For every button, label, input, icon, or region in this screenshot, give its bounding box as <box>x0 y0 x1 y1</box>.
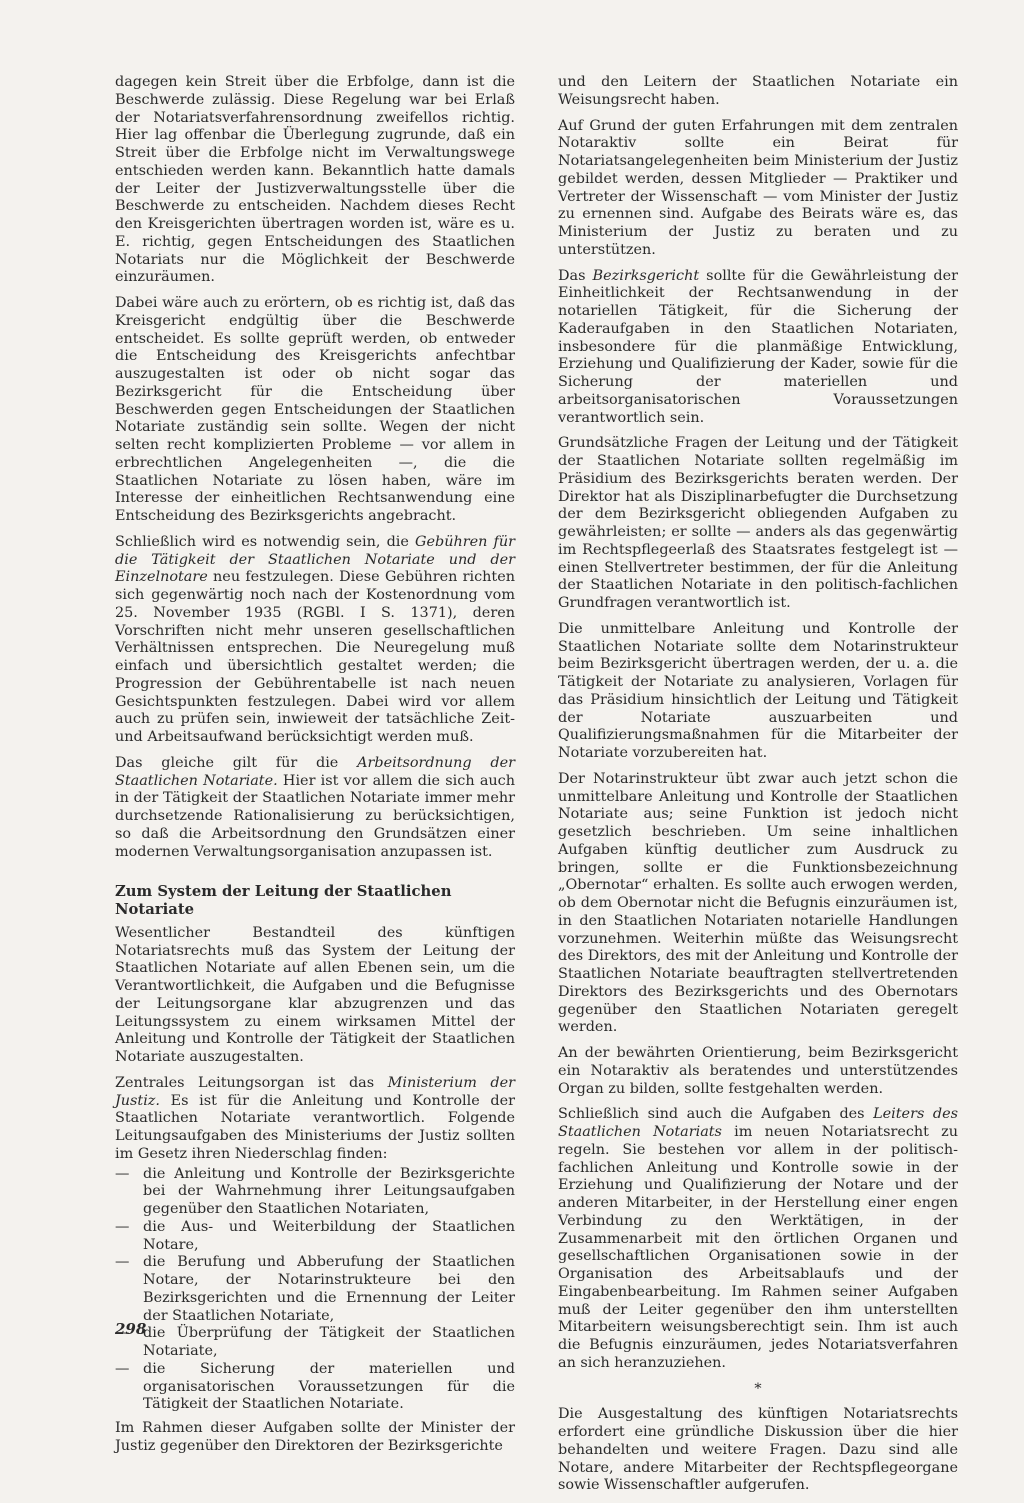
paragraph: Der Notarinstrukteur übt zwar auch jetzt schon die unmittelbare Anleitung und Kontrolle der Staatlichen Notariate aus; seine Funktion ist jedoch nicht gesetzlich beschrieben. Um seine inhaltlichen Aufgaben künftig deutlicher zum Ausdruck zu bringen, sollte er die Funktionsbezeichnung „Obernotar“ erhalten. Es sollte auch erwogen werden, ob dem Obernotar nicht die Befugnis einzuräumen ist, in den Staatlichen Notariaten notarielle Handlungen vorzunehmen. Weiterhin müßte das Weisungsrecht des Direktors, des mit der Anleitung und Kontrolle der Staatlichen Notariate beauftragten stellvertretenden Direktors des Bezirksgerichts und des Obernotars gegenüber den Staatlichen Notariaten geregelt werden. <box>558 770 958 1036</box>
paragraph: Die Ausgestaltung des künftigen Notariatsrechts erfordert eine gründliche Diskussion über die hier behandelten und weitere Fragen. Dazu sind alle Notare, andere Mitarbeiter der Rechtspflegeorgane sowie Wissenschaftler aufgerufen. <box>558 1406 958 1494</box>
section-separator: * <box>754 1380 762 1397</box>
paragraph: Wesentlicher Bestandteil des künftigen Notariatsrechts muß das System der Leitung der Staatlichen Notariate auf allen Ebenen sein, um die Verantwortlichkeit, die Aufgaben und die Befugnisse der Leitungsorgane klar abzugrenzen und das Leitungssystem zu einem wirksamen Mittel der Anleitung und Kontrolle der Tätigkeit der Staatlichen Notariate auszugestalten. <box>115 924 515 1065</box>
emphasis: Arbeitsordnung der Staatlichen Notariate. <box>115 754 516 789</box>
right-column <box>558 74 958 1503</box>
paragraph: Auf Grund der guten Erfahrungen mit dem zentralen Notaraktiv sollte ein Beirat für Notariatsangelegenheiten beim Ministerium der Justiz gebildet werden, dessen Mitglieder — Praktiker und Vertreter der Wissenschaft — vom Minister der Justiz zu ernennen sind. Aufgabe des Beirats wäre es, das Ministerium der Justiz zu beraten und zu unterstützen. <box>558 117 958 258</box>
emphasis: Leiters des Staatlichen Notariats <box>558 1106 958 1140</box>
task-list <box>115 1166 515 1415</box>
page-number: 298 <box>115 1320 147 1338</box>
paragraph: Schließlich sind auch die Aufgaben des Leiters des Staatlichen Notariats im neuen Notariatsrecht zu regeln. Sie bestehen vor allem in der politisch-fachlichen Anleitung und Kontrolle sowie in der Erziehung und Qualifizierung der Notare und der anderen Mitarbeiter, in der Herstellung einer engen Verbindung zu den Werktätigen, in der Zusammenarbeit mit den örtlichen Organen und gesellschaftlichen Organisationen sowie in der Organisation des Arbeitsablaufs und der Eingabenbearbeitung. Im Rahmen seiner Aufgaben muß der Leiter gegenüber den ihm unterstellten Mitarbeitern weisungsberechtigt sein. Ihm ist auch die Befugnis einzuräumen, jedes Notariatsverfahren an sich heranzuziehen. <box>558 1106 959 1371</box>
list-item: — die Aus- und Weiterbildung der Staatlichen Notare, <box>115 1219 515 1255</box>
paragraph: Das gleiche gilt für die Arbeitsordnung der Staatlichen Notariate. Hier ist vor allem die sich auch in der Tätigkeit der Staatlichen Notariate immer mehr durchsetzende Rationalisierung zu berücksichtigen, so daß die Arbeitsordnung den Grundsätzen einer modernen Verwaltungsorganisation anzupassen ist. <box>115 754 516 860</box>
paragraph: Grundsätzliche Fragen der Leitung und der Tätigkeit der Staatlichen Notariate sollten regelmäßig im Präsidium des Bezirksgerichts beraten werden. Der Direktor hat als Disziplinarbefugter die Durchsetzung der dem Bezirksgericht obliegenden Aufgaben zu gewährleisten; er sollte — anders als das gegenwärtig im Rechtspflegeerlaß des Staatsrates festgelegt ist — einen Stellvertreter bestimmen, der für die Anleitung der Staatlichen Notariate in den politisch-fachlichen Grundfragen verantwortlich ist. <box>558 435 958 611</box>
paragraph: dagegen kein Streit über die Erbfolge, dann ist die Beschwerde zulässig. Diese Regelung war bei Erlaß der Notariatsverfahrensordnung zweifellos richtig. Hier lag offenbar die Überlegung zugrunde, daß ein Streit über die Erbfolge nicht im Verwaltungswege entschieden werden kann. Bekanntlich hatte damals der Leiter der Justizverwaltungsstelle über die Beschwerde zu entscheiden. Nachdem dieses Recht den Kreisgerichten übertragen worden ist, wäre es u. E. richtig, gegen Entscheidungen des Staatlichen Notariats nur die Möglichkeit der Beschwerde einzuräumen. <box>115 74 515 286</box>
emphasis: Gebühren für die Tätigkeit der Staatlichen Notariate und der Einzelnotare <box>115 533 515 586</box>
paragraph: Im Rahmen dieser Aufgaben sollte der Minister der Justiz gegenüber den Direktoren der Bezirksgerichte <box>115 1420 515 1454</box>
paragraph: und den Leitern der Staatlichen Notariate ein Weisungsrecht haben. <box>558 74 958 108</box>
list-item: — die Berufung und Abberufung der Staatlichen Notare, der Notarinstrukteure bei den Bezirksgerichten und die Ernennung der Leiter der Staatlichen Notariate, <box>115 1254 515 1325</box>
paragraph: Zentrales Leitungsorgan ist das Ministerium der Justiz. Es ist für die Anleitung und Kontrolle der Staatlichen Notariate verantwortlich. Folgende Leitungsaufgaben des Ministeriums der Justiz sollten im Gesetz ihren Niederschlag finden: <box>115 1074 515 1162</box>
paragraph: Die unmittelbare Anleitung und Kontrolle der Staatlichen Notariate sollte dem Notarinstrukteur beim Bezirksgericht übertragen werden, der u. a. die Tätigkeit der Notariate zu analysieren, Vorlagen für das Präsidium hinsichtlich der Leitung und Tätigkeit der Notariate auszuarbeiten und Qualifizierungsmaßnahmen für die Mitarbeiter der Notariate vorzubereiten hat. <box>558 620 958 761</box>
left-column <box>115 74 515 1464</box>
paragraph: Schließlich wird es notwendig sein, die Gebühren für die Tätigkeit der Staatlichen Notariate und der Einzelnotare neu festzulegen. Diese Gebühren richten sich gegenwärtig noch nach der Kostenordnung vom 25. November 1935 (RGBl. I S. 1371), deren Vorschriften nicht mehr unseren gesellschaftlichen Verhältnissen entsprechen. Die Neuregelung muß einfach und übersichtlich gestaltet werden; die Progression der Gebührentabelle ist nach neuen Gesichtspunkten festzulegen. Dabei wird vor allem auch zu prüfen sein, inwieweit der tatsächliche Zeit- und Arbeitsaufwand berücksichtigt werden muß. <box>115 533 515 745</box>
paragraph: Dabei wäre auch zu erörtern, ob es richtig ist, daß das Kreisgericht endgültig über die Beschwerde entscheidet. Es sollte geprüft werden, ob entweder die Entscheidung des Kreisgerichts anfechtbar auszugestalten ist oder ob nicht sogar das Bezirksgericht für die Entscheidung über Beschwerden gegen Entscheidungen der Staatlichen Notariate zuständig sein sollte. Wegen der nicht selten recht komplizierten Probleme — vor allem in erbrechtlichen Angelegenheiten —, die die Staatlichen Notariate zu lösen haben, wäre im Interesse der einheitlichen Rechtsanwendung eine Entscheidung des Bezirksgerichts angebracht. <box>115 295 515 524</box>
emphasis: Bezirksgericht <box>592 267 700 284</box>
section-heading: Zum System der Leitung der Staatlichen Notariate <box>115 883 452 918</box>
paragraph: An der bewährten Orientierung, beim Bezirksgericht ein Notaraktiv als beratendes und unterstützendes Organ zu bilden, sollte festgehalten werden. <box>558 1045 958 1097</box>
list-item: — die Überprüfung der Tätigkeit der Staatlichen Notariate, <box>115 1325 515 1361</box>
list-item: — die Sicherung der materiellen und organisatorischen Voraussetzungen für die Tätigkeit der Staatlichen Notariate. <box>115 1361 515 1414</box>
emphasis: Ministerium der Justiz. <box>115 1074 515 1109</box>
paragraph: Das Bezirksgericht sollte für die Gewährleistung der Einheitlichkeit der Rechtsanwendung in der notariellen Tätigkeit, für die Sicherung der Kaderaufgaben in den Staatlichen Notariaten, insbesondere für die planmäßige Entwicklung, Erziehung und Qualifizierung der Kader, sowie für die Sicherung der materiellen und arbeitsorganisatorischen Voraussetzungen verantwortlich sein. <box>558 267 959 426</box>
list-item: — die Anleitung und Kontrolle der Bezirksgerichte bei der Wahrnehmung ihrer Leitungsaufgaben gegenüber den Staatlichen Notariaten, <box>115 1166 515 1219</box>
